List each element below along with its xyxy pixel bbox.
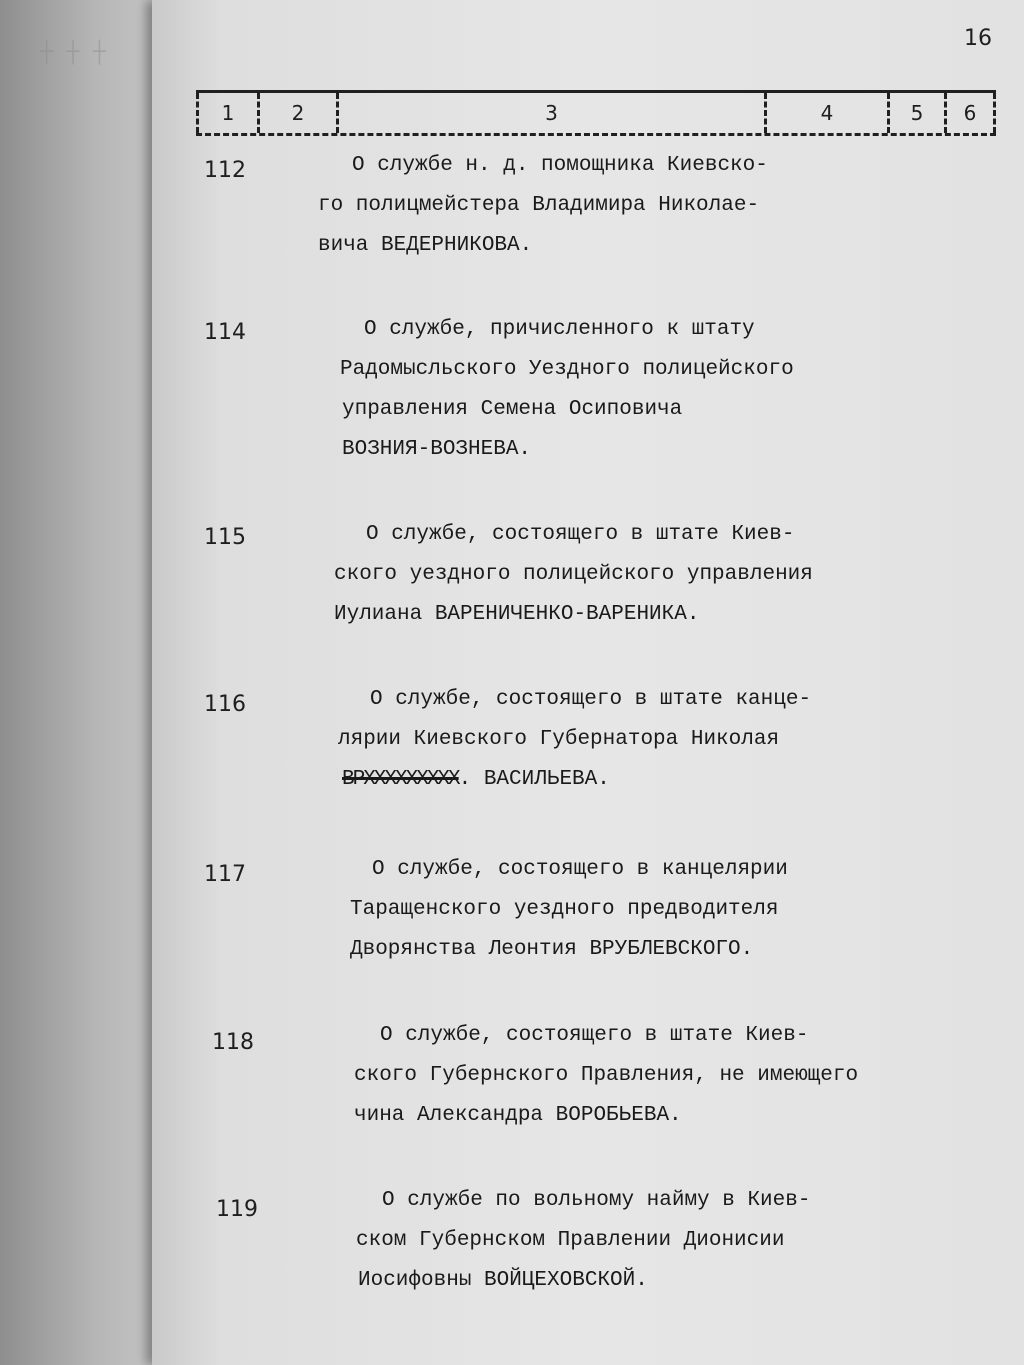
record-text	[354, 1016, 859, 1136]
text-line: чина Александра ВОРОБЬЕВА.	[354, 1104, 682, 1127]
text-line: Иосифовны ВОЙЦЕХОВСКОЙ.	[358, 1269, 648, 1292]
text-line: О службе, причисленного к штату	[364, 318, 755, 341]
text-line: управления Семена Осиповича	[342, 398, 683, 421]
text-line-continuation: . ВАСИЛЬЕВА.	[458, 768, 610, 791]
record-text	[338, 680, 812, 800]
column-header-5: 5	[887, 93, 944, 133]
text-line: Таращенского уездного предводителя	[350, 898, 779, 921]
record-text	[318, 146, 768, 266]
column-header-1: 1	[196, 93, 257, 133]
text-line: ского уездного полицейского управления	[334, 563, 813, 586]
text-line: О службе, состоящего в штате Киев-	[366, 523, 795, 546]
text-line: Дворянства Леонтия ВРУБЛЕВСКОГО.	[350, 938, 754, 961]
record-number: 112	[204, 158, 246, 183]
document-page	[152, 0, 1024, 1365]
column-header-row	[196, 90, 996, 136]
page-number: 16	[964, 26, 992, 51]
record-number: 114	[204, 320, 246, 345]
text-line: го полицмейстера Владимира Николае-	[318, 194, 760, 217]
record-number: 115	[204, 525, 246, 550]
text-line: О службе, состоящего в штате канце-	[370, 688, 812, 711]
record-number: 118	[212, 1030, 254, 1055]
column-header-6: 6	[944, 93, 996, 133]
text-line: ского Губернского Правления, не имеющего	[354, 1064, 859, 1087]
text-line: О службе по вольному найму в Киев-	[382, 1189, 811, 1212]
column-header-2: 2	[257, 93, 336, 133]
underlying-page	[0, 0, 170, 1365]
text-line: вича ВЕДЕРНИКОВА.	[318, 234, 533, 257]
bleed-through-mark: ┼ ┼ ┼	[40, 40, 107, 65]
column-header-3: 3	[336, 93, 764, 133]
text-line: О службе н. д. помощника Киевско-	[352, 154, 768, 177]
text-line: ВОЗНИЯ-ВОЗНЕВА.	[342, 438, 532, 461]
record-text	[350, 850, 788, 970]
text-line	[342, 760, 811, 800]
column-header-4: 4	[764, 93, 887, 133]
text-line: О службе, состоящего в штате Киев-	[380, 1024, 809, 1047]
record-number: 116	[204, 692, 246, 717]
record-text	[356, 1181, 811, 1301]
text-line: ском Губернском Правлении Дионисии	[356, 1229, 785, 1252]
struck-text: ВРХХХХХХХХХ	[342, 768, 459, 791]
text-line: Радомысльского Уездного полицейского	[340, 358, 794, 381]
record-text	[340, 310, 794, 470]
record-number: 119	[216, 1197, 258, 1222]
record-text	[334, 515, 813, 635]
text-line: лярии Киевского Губернатора Николая	[338, 728, 780, 751]
record-number: 117	[204, 862, 246, 887]
text-line: О службе, состоящего в канцелярии	[372, 858, 788, 881]
text-line: Иулиана ВАРЕНИЧЕНКО-ВАРЕНИКА.	[334, 603, 700, 626]
